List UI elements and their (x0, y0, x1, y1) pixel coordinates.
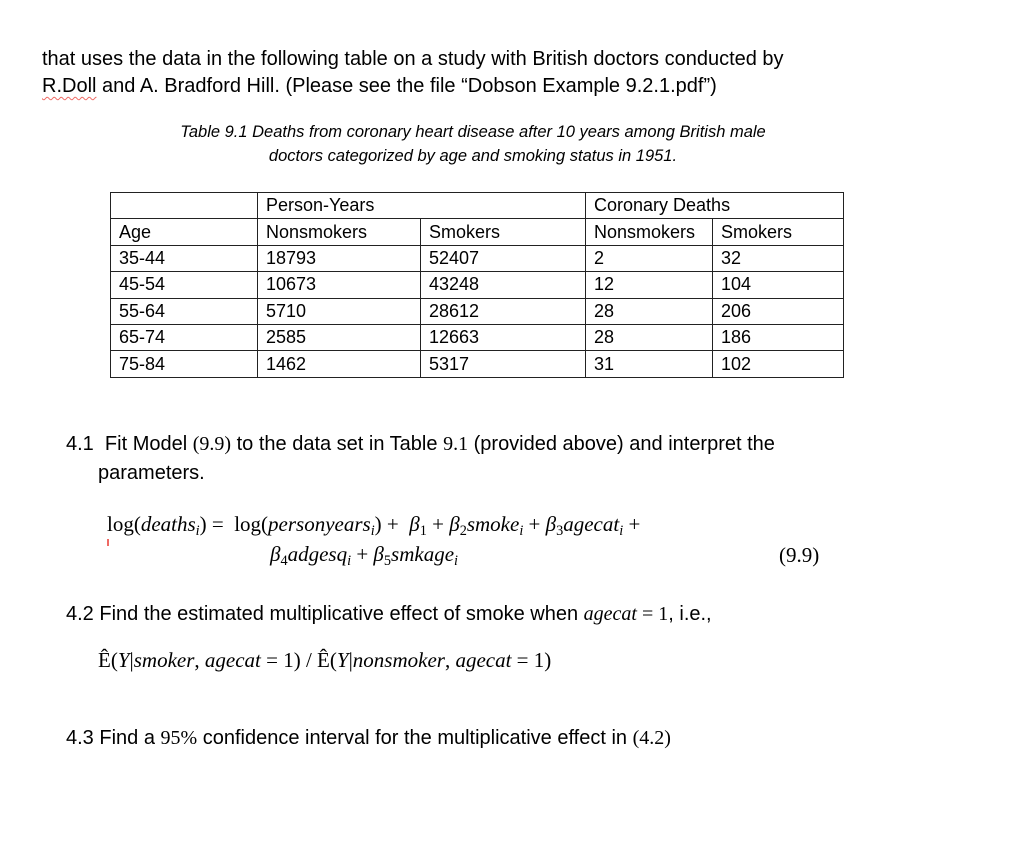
text-run: i (195, 522, 200, 539)
person-years-group-header: Person-Years (258, 193, 586, 219)
table-cell: 206 (713, 298, 844, 324)
table-cell: 12 (586, 272, 713, 298)
question-4-1-line-2: parameters. (98, 462, 205, 484)
text-run: (9.9) (192, 433, 232, 455)
text-run: personyears (268, 512, 371, 536)
table-cell: 104 (713, 272, 844, 298)
text-run: , i.e., (668, 603, 712, 625)
text-run: , (444, 648, 456, 672)
column-header-cd-nonsmokers: Nonsmokers (586, 219, 713, 245)
question-4-2-line (66, 601, 712, 628)
table-row (111, 298, 844, 324)
table-cell: 28 (586, 298, 713, 324)
question-4-3-line (66, 725, 671, 752)
text-run: = 1) / Ê( (260, 648, 337, 672)
column-header-py-smokers: Smokers (421, 219, 586, 245)
text-run: + (426, 512, 450, 536)
text-run: smoke (466, 512, 520, 536)
text-run: + (623, 512, 641, 536)
question-4-1-line-1 (66, 431, 775, 458)
text-run: 2 (459, 522, 467, 539)
table-cell: 5710 (258, 298, 421, 324)
text-run: smoker (133, 648, 195, 672)
table-caption (93, 121, 853, 168)
text-run: log( (107, 512, 141, 536)
table-cell: 65-74 (111, 324, 258, 350)
equation-9-9-number: (9.9) (779, 543, 820, 567)
text-run: , (194, 648, 205, 672)
text-run: Y (336, 648, 349, 672)
table-cell: 28 (586, 324, 713, 350)
text-run: β (373, 542, 384, 566)
table-group-header-row (111, 193, 844, 219)
text-run: β (545, 512, 557, 536)
caption-line-1: Table 9.1 Deaths from coronary heart disease after 10 years among British male (180, 123, 766, 141)
coronary-deaths-group-header: Coronary Deaths (586, 193, 844, 219)
table-cell: 10673 (258, 272, 421, 298)
text-run: i (619, 522, 624, 539)
text-run: agecat (204, 648, 261, 672)
text-run: agecat (583, 603, 637, 625)
table-corner-cell (111, 193, 258, 219)
table-row (111, 272, 844, 298)
table-cell: 75-84 (111, 351, 258, 377)
text-run: (4.2) (632, 727, 671, 749)
text-run: i (347, 552, 352, 569)
text-run: 95% (160, 727, 198, 749)
column-header-cd-smokers: Smokers (713, 219, 844, 245)
table-cell: 45-54 (111, 272, 258, 298)
table-cell: 43248 (421, 272, 586, 298)
text-run: | (129, 648, 134, 672)
table-cell: 186 (713, 324, 844, 350)
text-run: i (519, 522, 524, 539)
column-header-py-nonsmokers: Nonsmokers (258, 219, 421, 245)
text-run: 3 (556, 522, 564, 539)
text-run: confidence interval for the multiplicative effect in (197, 727, 633, 749)
text-run: 5 (383, 552, 392, 569)
equation-9-9-line-1 (107, 510, 640, 542)
data-table (110, 192, 844, 378)
table-cell: 2585 (258, 324, 421, 350)
table-cell: 35-44 (111, 245, 258, 271)
text-run: smkage (391, 542, 455, 566)
text-run: i (370, 522, 375, 539)
text-run: agecat (563, 512, 620, 536)
table-cell: 28612 (421, 298, 586, 324)
text-run: = 1 (636, 603, 669, 625)
text-run: 4.3 Find a (66, 727, 161, 749)
text-run: + (523, 512, 546, 536)
text-run: i (454, 552, 458, 569)
table-cell: 55-64 (111, 298, 258, 324)
text-run: 4 (280, 552, 288, 569)
table-row (111, 245, 844, 271)
table-cell: 102 (713, 351, 844, 377)
table-row (111, 351, 844, 377)
table-cell: 32 (713, 245, 844, 271)
text-run: 9.1 (443, 433, 469, 455)
table-column-header-row (111, 219, 844, 245)
text-run: deaths (140, 512, 196, 536)
table-cell: 18793 (258, 245, 421, 271)
text-run: agecat (455, 648, 512, 672)
text-run: β (270, 542, 281, 566)
table-cell: 12663 (421, 324, 586, 350)
table-body (111, 245, 844, 377)
text-run: Ê( (98, 648, 118, 672)
table-cell: 2 (586, 245, 713, 271)
text-run: 1 (419, 522, 427, 539)
table-cell: 1462 (258, 351, 421, 377)
text-run: + (351, 542, 374, 566)
intro-paragraph (42, 46, 784, 100)
text-run: β (409, 512, 420, 536)
text-run: adgesq (287, 542, 348, 566)
text-run: to the data set in Table (231, 433, 444, 455)
text-run: β (449, 512, 460, 536)
text-run: ) + (374, 512, 410, 536)
text-run: nonsmoker (352, 648, 445, 672)
text-run: Y (117, 648, 130, 672)
equation-4-2 (98, 646, 551, 675)
spellcheck-flagged-word: R.Doll (42, 75, 97, 97)
spellcheck-tick-mark (107, 539, 109, 546)
intro-line-1: that uses the data in the following table on a study with British doctors conducted by (42, 48, 784, 70)
intro-line-2 (42, 73, 784, 100)
table-cell: 5317 (421, 351, 586, 377)
table-cell: 31 (586, 351, 713, 377)
equation-9-9-line-2 (270, 540, 458, 572)
text-run: (provided above) and interpret the (468, 433, 775, 455)
text-run: 4.2 Find the estimated multiplicative effect of smoke when (66, 603, 584, 625)
column-header-age: Age (111, 219, 258, 245)
table-cell: 52407 (421, 245, 586, 271)
text-run: = 1) (511, 648, 552, 672)
text-run: 4.1 Fit Model (66, 433, 193, 455)
table-row (111, 324, 844, 350)
text-run: | (348, 648, 353, 672)
text-run: ) = log( (199, 512, 269, 536)
intro-line-2-rest: and A. Bradford Hill. (Please see the file “Dobson Example 9.2.1.pdf”) (96, 75, 717, 97)
caption-line-2: doctors categorized by age and smoking status in 1951. (268, 146, 678, 165)
